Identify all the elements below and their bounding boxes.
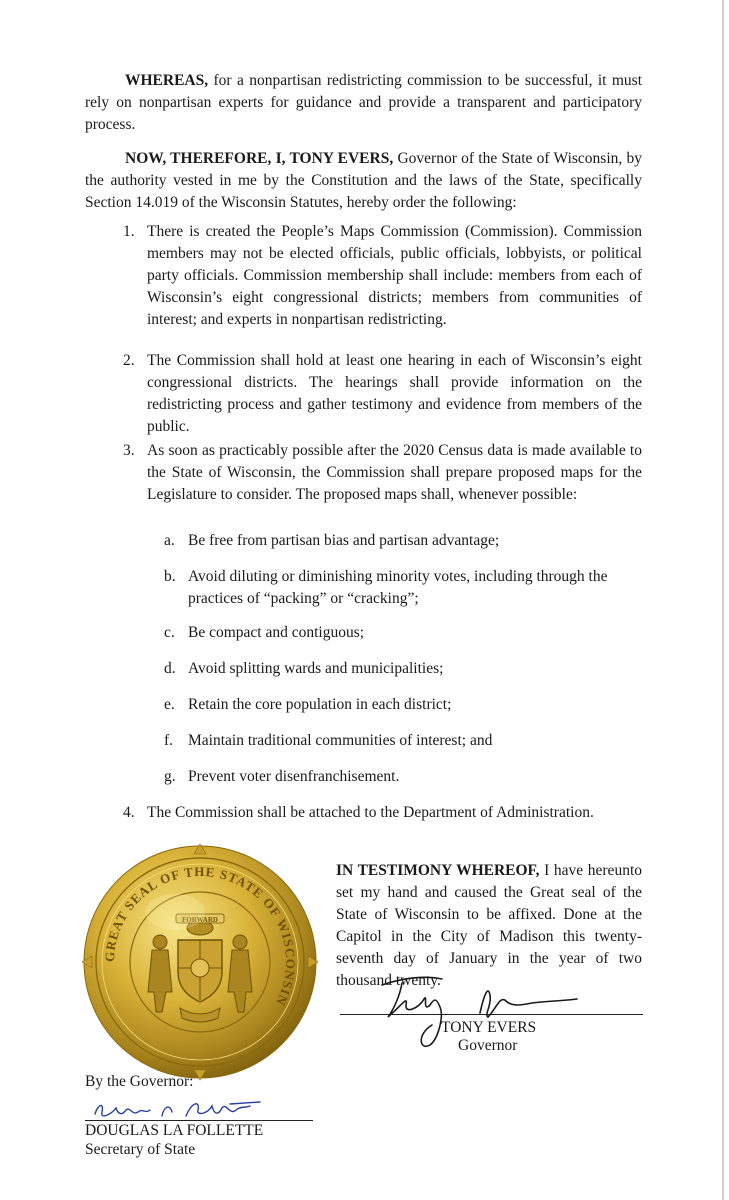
subitem-d [164,658,642,680]
testimony-text: I have hereunto set my hand and caused the Great seal of the State of Wisconsin to be affixed. Done at the Capitol in the City of Madison this twenty-seventh day of January in the year of two thousand twenty. [336,862,642,989]
testimony-lead: IN TESTIMONY WHEREOF, [336,862,540,879]
secretary-name: DOUGLAS LA FOLLETTE [85,1122,264,1139]
item-number: 3. [123,442,135,459]
now-therefore-paragraph [85,148,642,214]
subitem-letter: f. [164,732,174,749]
subitem-letter: e. [164,696,175,713]
now-therefore-text: Governor of the State of Wisconsin, by the authority vested in me by the Constitution and the laws of the State, specifically Section 14.019 of the Wisconsin Statutes, hereby order the following: [85,150,642,211]
item-text: As soon as practicably possible after the 2020 Census data is made available to the State of Wisconsin, the Commission shall prepare proposed maps for the Legislature to consider. The proposed maps shall, whenever possible: [147,442,642,503]
governor-signature-line [340,1014,643,1015]
subitem-text: Prevent voter disenfranchisement. [188,768,400,785]
subitem-text: Be compact and contiguous; [188,624,365,641]
subitem-a [164,530,642,552]
order-item-3 [123,440,642,506]
whereas-lead: WHEREAS, [125,72,209,89]
subitem-letter: b. [164,568,176,585]
subitem-letter: a. [164,532,175,549]
order-item-1 [123,221,642,331]
great-seal-icon [80,842,320,1082]
subitem-letter: d. [164,660,176,677]
governor-name: TONY EVERS [441,1019,537,1036]
page-edge [722,0,724,1200]
now-therefore-lead: NOW, THEREFORE, I, TONY EVERS, [125,150,394,167]
subitem-text: Maintain traditional communities of interest; and [188,732,493,749]
secretary-title: Secretary of State [85,1141,196,1158]
subitem-f [164,730,642,752]
subitem-e [164,694,642,716]
order-item-4 [123,802,642,824]
subitem-text: Avoid diluting or diminishing minority votes, including through the practices of “packing” or “cracking”; [188,568,608,607]
seal-banner: FORWARD [182,916,218,924]
item-text: There is created the People’s Maps Commission (Commission). Commission members may not be elected officials, public officials, lobbyists, or political party officials. Commission membership shall include: members from each of Wisconsin’s eight congressional districts; members from communities of interest; and experts in nonpartisan redistricting. [147,223,642,328]
subitem-text: Avoid splitting wards and municipalities; [188,660,444,677]
item-number: 1. [123,223,135,240]
item-text: The Commission shall hold at least one hearing in each of Wisconsin’s eight congressional districts. The hearings shall provide information on the redistricting process and gather testimony and evidence from members of the public. [147,352,642,435]
whereas-text: for a nonpartisan redistricting commission to be successful, it must rely on nonpartisan experts for guidance and provide a transparent and participatory process. [85,72,642,133]
subitem-letter: g. [164,768,176,785]
by-the-governor: By the Governor: [85,1073,194,1090]
subitem-letter: c. [164,624,175,641]
subitem-b [164,566,642,610]
governor-title: Governor [458,1037,518,1054]
subitem-c [164,622,642,644]
whereas-paragraph [85,70,642,136]
subitem-g [164,766,642,788]
item-text: The Commission shall be attached to the Department of Administration. [147,804,594,821]
item-number: 4. [123,804,135,821]
subitem-text: Be free from partisan bias and partisan advantage; [188,532,500,549]
subitem-text: Retain the core population in each district; [188,696,452,713]
seal-lettering-path: GREAT SEAL OF THE STATE OF WISCONSIN [101,863,299,1009]
order-item-2 [123,350,642,438]
item-number: 2. [123,352,135,369]
